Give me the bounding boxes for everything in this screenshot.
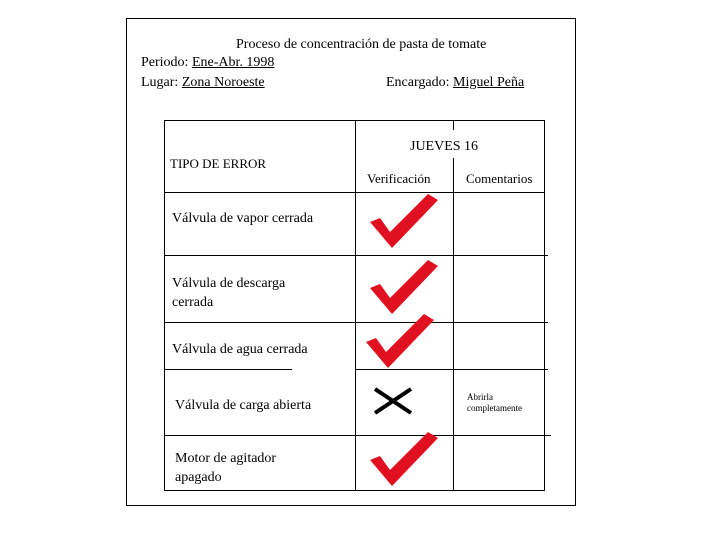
check-icon [366, 430, 442, 490]
row-comment-carga: Abrirla completamente [467, 392, 522, 413]
encargado-label: Encargado: [386, 75, 450, 90]
row-label-vapor: Válvula de vapor cerrada [172, 211, 314, 226]
lugar-line [141, 75, 265, 91]
periodo-line [141, 55, 274, 71]
col-comentarios-header: Comentarios [466, 171, 533, 186]
lugar-label: Lugar: [141, 75, 179, 90]
row-label-agua: Válvula de agua cerrada [172, 342, 308, 357]
check-icon [366, 192, 442, 252]
document-page [126, 18, 576, 506]
day-header: JUEVES 16 [410, 139, 479, 154]
document-title: Proceso de concentración de pasta de tomate [236, 37, 487, 52]
check-icon [366, 258, 442, 318]
col-verificacion-header: Verificación [367, 171, 431, 186]
check-icon [362, 312, 438, 372]
encargado-line [386, 75, 524, 91]
row-label-motor: Motor de agitador apagado [175, 451, 277, 485]
col-error-header: TIPO DE ERROR [170, 156, 267, 171]
cross-icon [372, 386, 414, 416]
lugar-value: Zona Noroeste [181, 75, 265, 90]
row-label-descarga: Válvula de descarga cerrada [172, 276, 286, 310]
encargado-value: Miguel Peña [453, 75, 525, 90]
periodo-value: Ene-Abr. 1998 [191, 55, 275, 70]
periodo-label: Periodo: [141, 55, 189, 70]
row-label-carga: Válvula de carga abierta [175, 398, 312, 413]
